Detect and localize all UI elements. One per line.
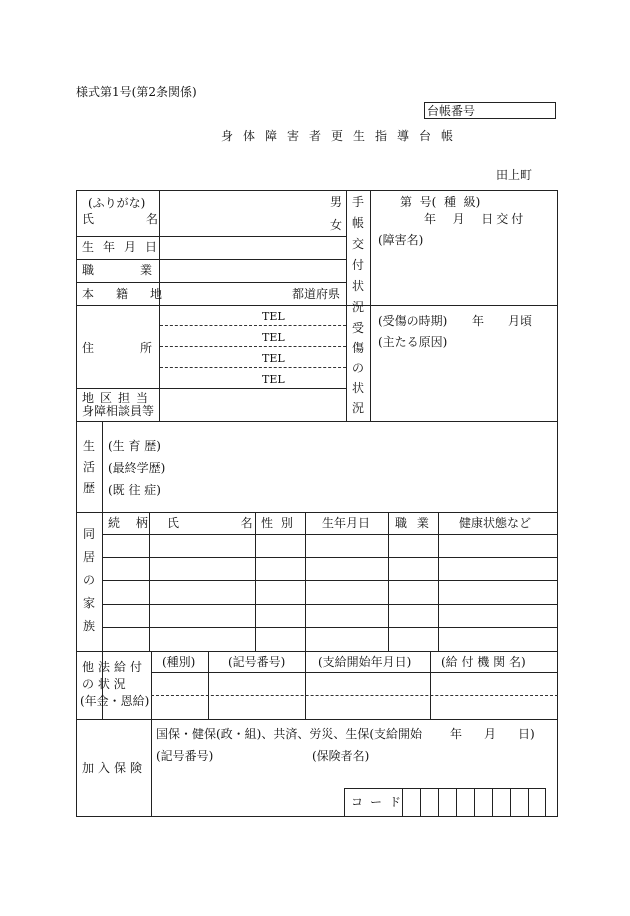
benefits-label-1: 他法給付 bbox=[82, 660, 147, 674]
insurance-insurer-label: (保険者名) bbox=[312, 749, 370, 763]
register-table bbox=[76, 190, 558, 817]
handbook-number: 第 号( 種 級) bbox=[400, 195, 481, 209]
tel-label-4: TEL bbox=[262, 373, 285, 386]
life-item-1: (生 育 歴) bbox=[108, 439, 161, 453]
injury-year: 年 bbox=[472, 314, 485, 328]
family-header-name: 氏 名 bbox=[167, 516, 271, 530]
furigana-label: (ふりがな) bbox=[88, 196, 146, 210]
gender-male[interactable]: 男 bbox=[330, 195, 343, 209]
life-item-3: (既 往 症) bbox=[108, 483, 161, 497]
insurance-symbol-label: (記号番号) bbox=[156, 749, 214, 763]
page-title: 身体障害者更生指導台帳 bbox=[221, 129, 464, 143]
tel-label-3: TEL bbox=[262, 352, 285, 365]
injury-time-label: (受傷の時期) bbox=[378, 314, 448, 328]
life-item-2: (最終学歴) bbox=[108, 461, 166, 475]
handbook-date: 年 月 日交付 bbox=[424, 212, 527, 226]
injury-cause-label: (主たる原因) bbox=[378, 335, 448, 349]
birth-label: 生年月日 bbox=[82, 240, 167, 254]
handbook-vertical-label: 手 帳 交 付 状 況 bbox=[351, 195, 364, 314]
code-label: コード bbox=[351, 795, 409, 809]
benefits-header-type: (種別) bbox=[162, 655, 196, 669]
family-header-gender: 性 別 bbox=[261, 516, 295, 530]
family-header-relation: 続 柄 bbox=[108, 516, 154, 530]
register-number-box[interactable] bbox=[424, 102, 556, 119]
benefits-label-2: の 状 況 bbox=[82, 677, 126, 691]
job-label: 職業 bbox=[82, 263, 199, 277]
family-header-birth: 生年月日 bbox=[322, 516, 371, 530]
domicile-label: 本籍地 bbox=[82, 287, 185, 301]
address-label: 住所 bbox=[82, 341, 199, 355]
register-number-label: 台帳番号 bbox=[427, 104, 476, 118]
benefits-header-start: (支給開始年月日) bbox=[318, 655, 412, 669]
benefits-label-3: (年金・恩給) bbox=[80, 694, 150, 708]
family-vertical-label: 同 居 の 家 族 bbox=[82, 527, 95, 633]
insurance-month: 月 bbox=[484, 727, 497, 741]
family-header-health: 健康状態など bbox=[459, 516, 532, 530]
insurance-day: 日) bbox=[518, 727, 535, 741]
name-label: 氏名 bbox=[82, 212, 211, 226]
family-header-job: 職 業 bbox=[395, 516, 432, 530]
prefecture-suffix: 都道府県 bbox=[292, 287, 341, 301]
benefits-header-number: (記号番号) bbox=[228, 655, 286, 669]
injury-vertical-label: 受 傷 の 状 況 bbox=[351, 321, 364, 415]
benefits-header-agency: (給 付 機 関 名) bbox=[441, 655, 526, 669]
form-number: 様式第1号(第2条関係) bbox=[76, 85, 197, 99]
counselor-label-1: 地区担当 bbox=[82, 391, 155, 405]
insurance-year: 年 bbox=[450, 727, 463, 741]
tel-label-2: TEL bbox=[262, 331, 285, 344]
town-name: 田上町 bbox=[496, 168, 533, 182]
tel-label-1: TEL bbox=[262, 310, 285, 323]
injury-month: 月頃 bbox=[508, 314, 533, 328]
disability-name: (障害名) bbox=[378, 233, 424, 247]
counselor-label-2: 身障相談員等 bbox=[82, 404, 155, 418]
life-vertical-label: 生 活 歴 bbox=[82, 439, 95, 495]
gender-female[interactable]: 女 bbox=[330, 218, 343, 232]
insurance-label: 加入保険 bbox=[82, 761, 147, 775]
insurance-types: 国保・健保(政・組)、共済、労災、生保(支給開始 bbox=[156, 727, 423, 741]
